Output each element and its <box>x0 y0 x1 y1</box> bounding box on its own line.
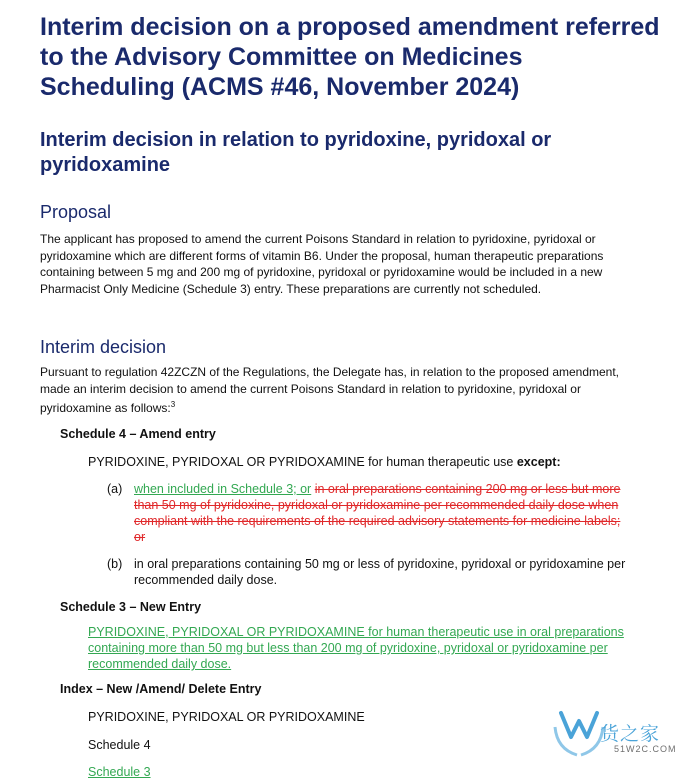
item-b-text: in oral preparations containing 50 mg or less of pyridoxine, pyridoxal or pyridoxamine per recommended daily dose. <box>134 557 626 587</box>
index-label: Index – New /Amend/ Delete Entry <box>60 682 262 696</box>
proposal-heading: Proposal <box>40 202 112 222</box>
proposal-text: The applicant has proposed to amend the current Poisons Standard in relation to pyridoxine, pyridoxal or pyridoxamine which are different forms of vitamin B6. Under the proposal, human therapeutic preparations containing between 5 mg and 200 mg of pyridoxine, pyridoxal or pyridoxamine would be included in a new Pharmacist Only Medicine (Schedule 3) entry. These preparations are currently not scheduled. <box>40 232 604 296</box>
except-keyword: except: <box>516 455 561 469</box>
watermark-text: 货之家 <box>600 724 661 745</box>
item-a-letter: (a) <box>107 482 123 496</box>
page-title: Interim decision on a proposed amendment referred to the Advisory Committee on Medicines Scheduling (ACMS #46, November 2024) <box>40 13 660 101</box>
deleted-text: in oral preparations containing 200 mg or less but more than 50 mg of pyridoxine, pyridoxal or pyridoxamine per recommended daily dose when compliant with the requirements of the required advisory statements for medicine labels; or <box>134 482 621 544</box>
index-name: PYRIDOXINE, PYRIDOXAL OR PYRIDOXAMINE <box>88 710 365 724</box>
inserted-text: when included in Schedule 3; or <box>134 482 312 496</box>
index-schedule4: Schedule 4 <box>88 738 151 752</box>
schedule4-label: Schedule 4 – Amend entry <box>60 427 216 441</box>
schedule3-label: Schedule 3 – New Entry <box>60 600 202 614</box>
schedule4-entry: PYRIDOXINE, PYRIDOXAL OR PYRIDOXAMINE for human therapeutic use except: <box>88 455 561 469</box>
index-schedule3: Schedule 3 <box>88 765 151 779</box>
item-a-text <box>134 481 630 545</box>
footnote-marker: 3 <box>170 400 176 409</box>
interim-text: Pursuant to regulation 42ZCZN of the Regulations, the Delegate has, in relation to the proposed amendment, made an interim decision to amend the current Poisons Standard in relation to pyridoxine, pyridoxal or pyridoxamine as follows:$^3$ <box>40 365 620 415</box>
item-b-letter: (b) <box>107 557 123 571</box>
section-title: Interim decision in relation to pyridoxine, pyridoxal or pyridoxamine <box>40 129 552 176</box>
interim-heading: Interim decision <box>40 337 167 357</box>
schedule3-entry: PYRIDOXINE, PYRIDOXAL OR PYRIDOXAMINE for human therapeutic use in oral preparations containing more than 50 mg but less than 200 mg of pyridoxine, pyridoxal or pyridoxamine per recommended daily dose. <box>88 625 624 671</box>
watermark-subtext: 51W2C.COM <box>614 744 677 754</box>
